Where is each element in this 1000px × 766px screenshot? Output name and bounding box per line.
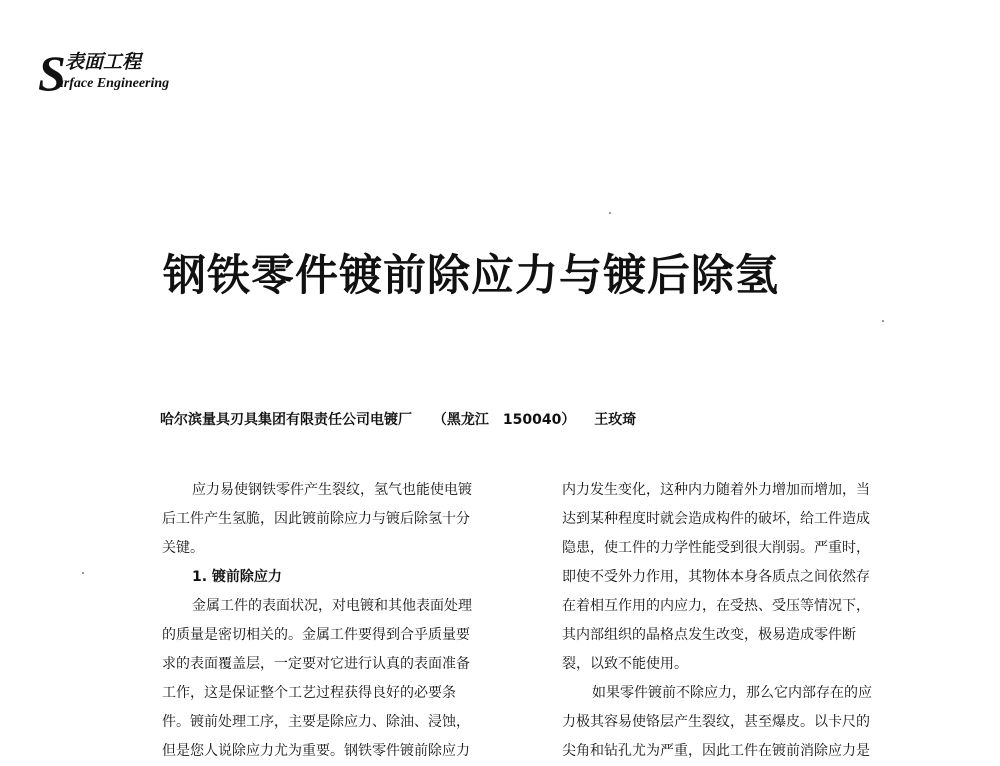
text-line: 内力发生变化，这种内力随着外力增加而增加，当	[562, 482, 870, 498]
journal-initial: S	[38, 45, 66, 101]
right-column	[562, 476, 930, 766]
affiliation: 哈尔滨量具刃具集团有限责任公司电镀厂	[160, 412, 412, 428]
text-line: 工作，这是保证整个工艺过程获得良好的必要条	[162, 685, 456, 701]
text-line: 后工件产生氢脆，因此镀前除应力与镀后除氢十分	[162, 511, 470, 527]
text-line: 应力易使钢铁零件产生裂纹，氢气也能使电镀	[192, 482, 472, 498]
text-line: 其内部组织的晶格点发生改变，极易造成零件断	[562, 627, 856, 643]
text-line: 金属工件的表面状况，对电镀和其他表面处理	[192, 598, 472, 614]
text-line: 即使不受外力作用，其物体本身各质点之间依然存	[562, 569, 870, 585]
left-column	[162, 476, 527, 766]
text-line: 裂，以致不能使用。	[562, 656, 688, 672]
text-line: 如果零件镀前不除应力，那么它内部存在的应	[592, 685, 872, 701]
text-line: 达到某种程度时就会造成构件的破坏，给工件造成	[562, 511, 870, 527]
author-name: 王玫琦	[594, 412, 637, 428]
scan-speck	[609, 212, 611, 214]
journal-name-english: urface Engineering	[56, 76, 170, 91]
article-title: 钢铁零件镀前除应力与镀后除氢	[163, 251, 779, 301]
text-line: 件。镀前处理工序，主要是除应力、除油、浸蚀，	[162, 714, 470, 730]
journal-name-chinese: 表面工程	[65, 51, 142, 73]
text-line: 力极其容易使铬层产生裂纹，甚至爆皮。以卡尺的	[562, 714, 870, 730]
text-line: 求的表面覆盖层，一定要对它进行认真的表面准备	[162, 656, 470, 672]
text-line: 关键。	[162, 540, 204, 556]
scan-speck	[82, 572, 84, 574]
location: （黑龙江 150040）	[432, 412, 576, 428]
text-line: 尖角和钻孔尤为严重，因此工件在镀前消除应力是	[562, 743, 870, 759]
text-line: 隐患，使工件的力学性能受到很大削弱。严重时，	[562, 540, 870, 556]
text-line: 的质量是密切相关的。金属工件要得到合乎质量要	[162, 627, 470, 643]
text-line: 在着相互作用的内应力，在受热、受压等情况下，	[562, 598, 870, 614]
section-heading: 1. 镀前除应力	[192, 569, 282, 585]
text-line: 但是您人说除应力尤为重要。钢铁零件镀前除应力	[162, 743, 470, 759]
byline	[160, 410, 636, 430]
scan-speck	[882, 320, 884, 322]
